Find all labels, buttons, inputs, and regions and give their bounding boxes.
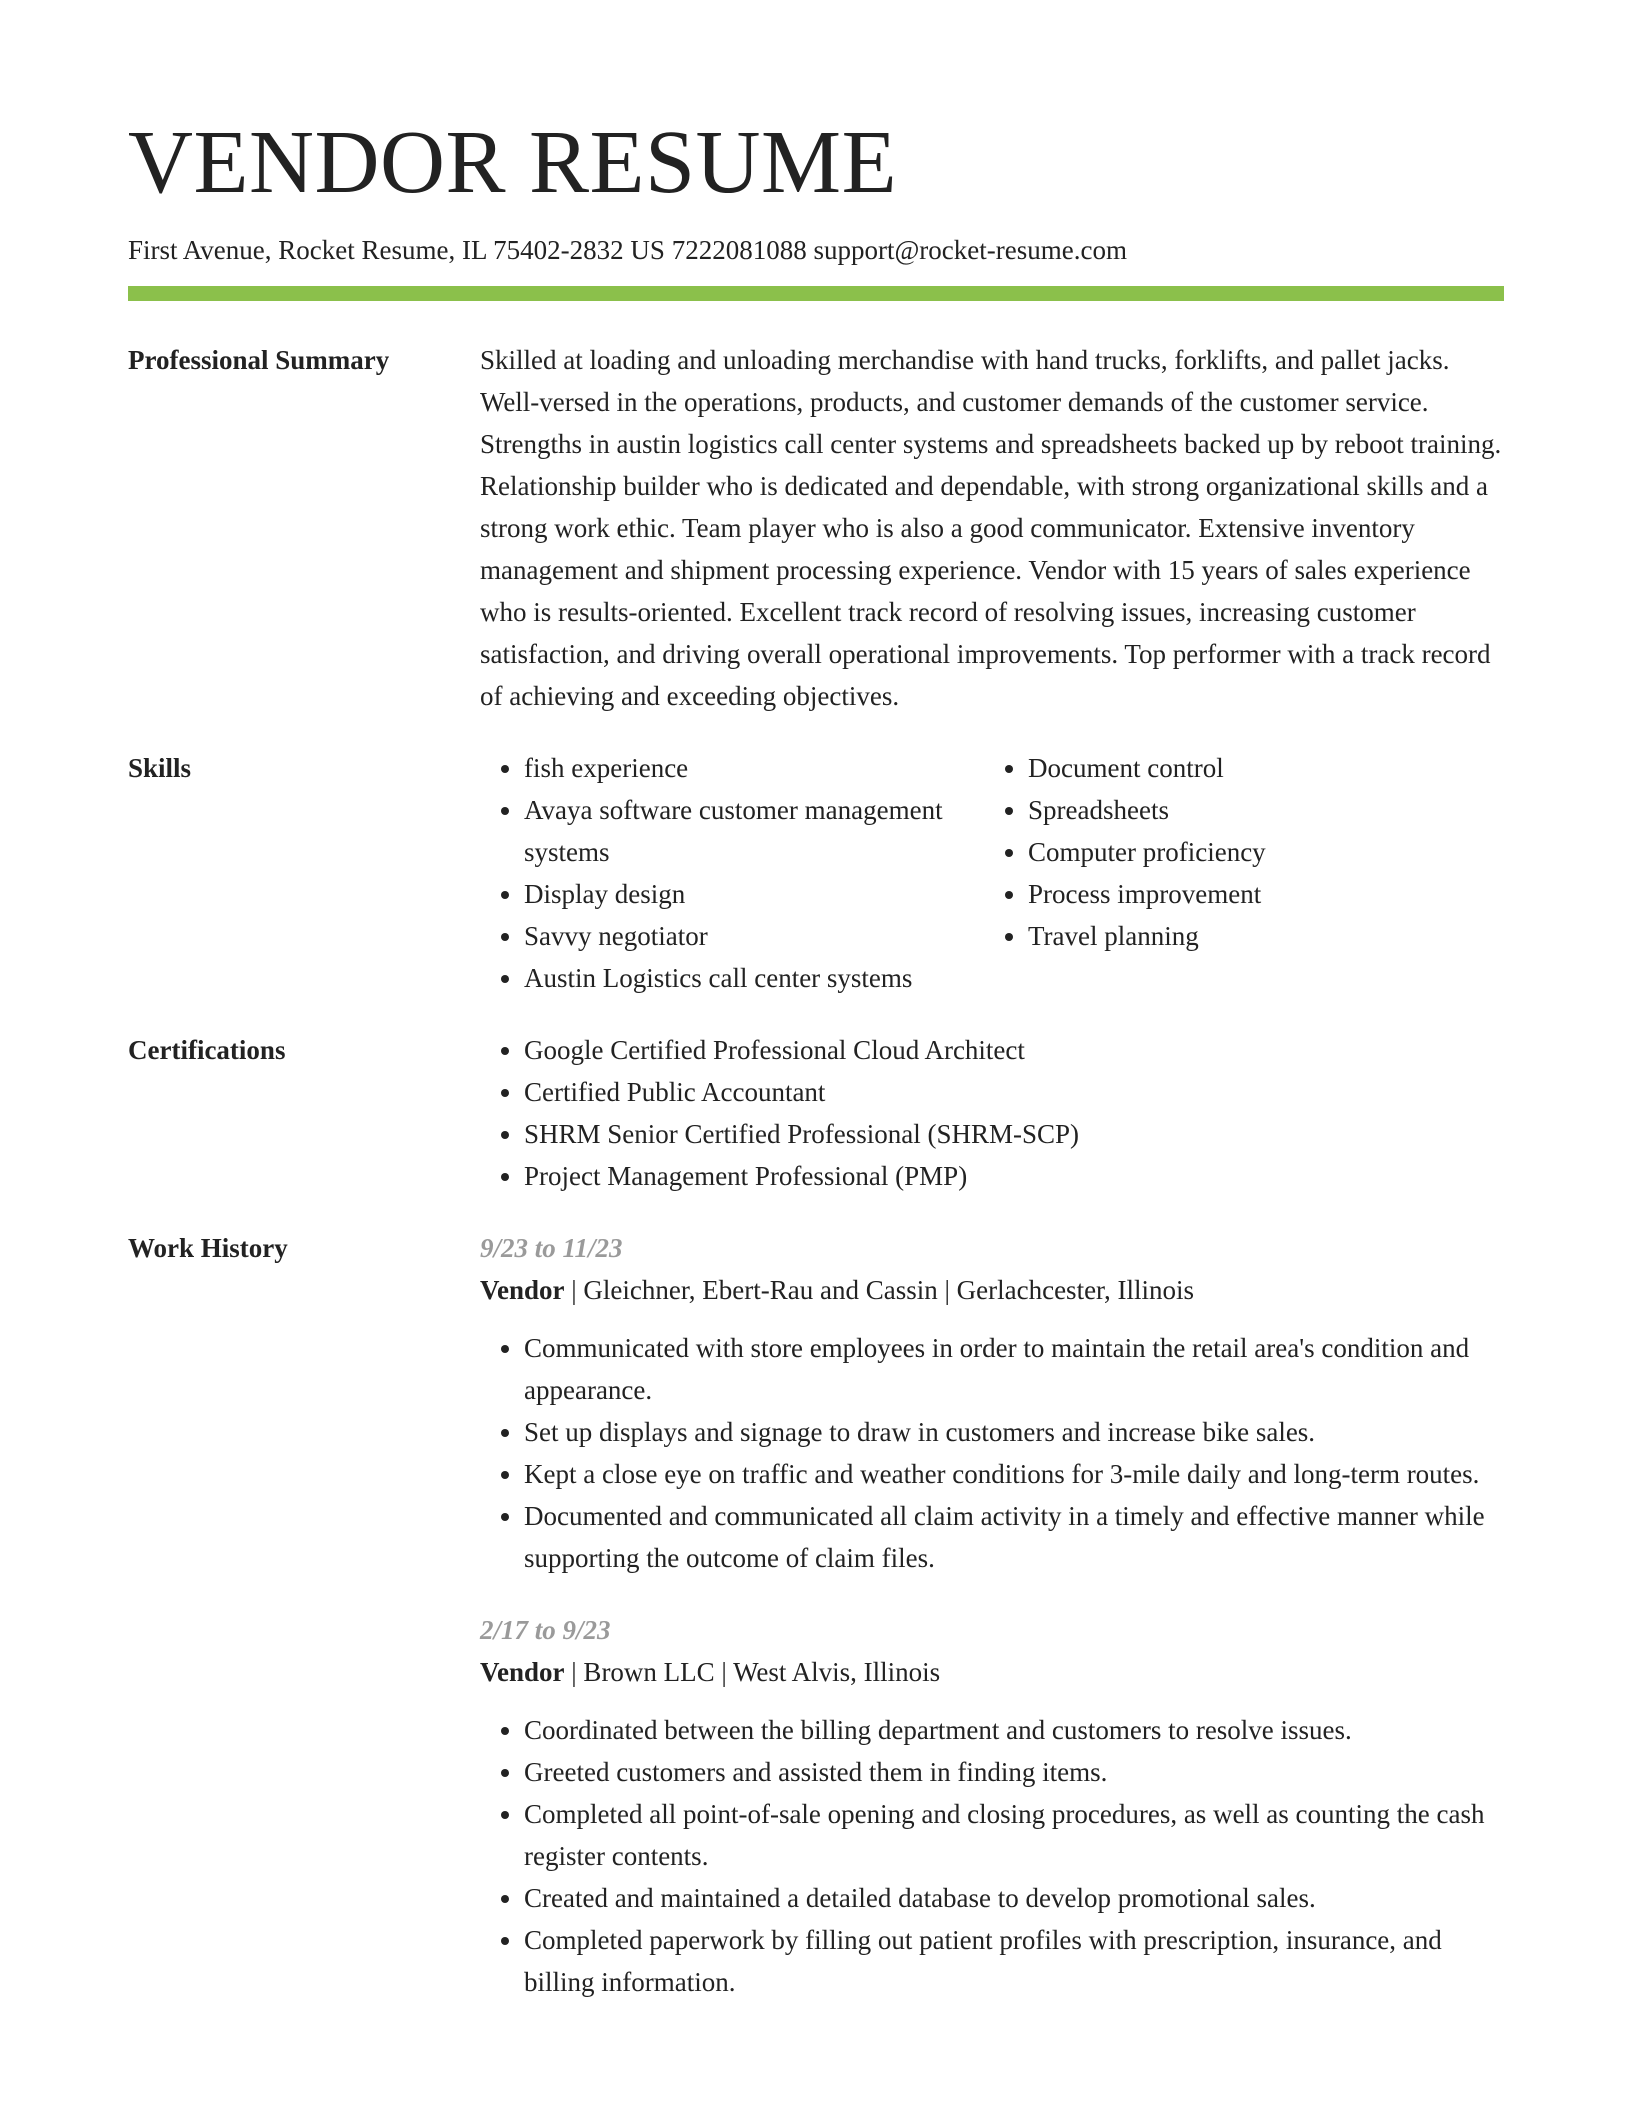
skills-section [128,747,1504,999]
certification-item: • Project Management Professional (PMP) [524,1155,1504,1197]
job-bullet: • Coordinated between the billing department and customers to resolve issues. [524,1709,1504,1751]
skills-heading: Skills [128,753,192,784]
job-title: Vendor [480,1275,565,1306]
job-header [480,1269,1504,1311]
job-bullet: • Created and maintained a detailed database to develop promotional sales. [524,1877,1504,1919]
resume-title: VENDOR RESUME [128,113,898,212]
skill-item: • fish experience [524,747,984,789]
job-bullet: • Kept a close eye on traffic and weather conditions for 3-mile daily and long-term routes. [524,1453,1504,1495]
certifications-heading: Certifications [128,1035,286,1066]
certifications-list [480,1029,1504,1197]
certifications-section [128,1029,1504,1197]
certification-item: • Certified Public Accountant [524,1071,1504,1113]
job-entry [480,1609,1504,2003]
job-bullets [480,1709,1504,2003]
job-bullet: • Documented and communicated all claim activity in a timely and effective manner while supporting the outcome of claim files. [524,1495,1504,1579]
work-history-section [128,1227,1504,2033]
skill-item: • Travel planning [1028,915,1504,957]
summary-section [128,339,1504,717]
work-history-heading: Work History [128,1233,288,1264]
job-bullet: • Set up displays and signage to draw in customers and increase bike sales. [524,1411,1504,1453]
header-divider [128,286,1504,301]
skill-item: • Display design [524,873,984,915]
job-details: | Brown LLC | West Alvis, Illinois [564,1657,941,1688]
job-dates: 9/23 to 11/23 [480,1233,623,1264]
job-bullets [480,1327,1504,1579]
job-entry [480,1227,1504,1579]
job-bullet: • Completed paperwork by filling out patient profiles with prescription, insurance, and billing information. [524,1919,1504,2003]
job-bullet: • Communicated with store employees in order to maintain the retail area's condition and appearance. [524,1327,1504,1411]
certification-item: • Google Certified Professional Cloud Architect [524,1029,1504,1071]
job-title: Vendor [480,1657,565,1688]
job-details: | Gleichner, Ebert-Rau and Cassin | Gerlachcester, Illinois [564,1275,1194,1306]
skill-item: • Computer proficiency [1028,831,1504,873]
skills-list-right [984,747,1504,999]
skill-item: • Document control [1028,747,1504,789]
job-bullet: • Completed all point-of-sale opening and closing procedures, as well as counting the cash register contents. [524,1793,1504,1877]
skill-item: • Avaya software customer management systems [524,789,984,873]
job-dates: 2/17 to 9/23 [480,1615,611,1646]
summary-text: Skilled at loading and unloading merchandise with hand trucks, forklifts, and pallet jacks. Well-versed in the operations, products, and customer demands of the customer service. Strengths in austin logistics call center systems and spreadsheets backed up by reboot training. Relationship builder who is dedicated and dependable, with strong organizational skills and a strong work ethic. Team player who is also a good communicator. Extensive inventory management and shipment processing experience. Vendor with 15 years of sales experience who is results-oriented. Excellent track record of resolving issues, increasing customer satisfaction, and driving overall operational improvements. Top performer with a track record of achieving and exceeding objectives. [480,345,1502,712]
skills-list-left [480,747,984,999]
contact-info: First Avenue, Rocket Resume, IL 75402-2832 US 7222081088 support@rocket-resume.com [128,235,1127,265]
certification-item: • SHRM Senior Certified Professional (SHRM-SCP) [524,1113,1504,1155]
job-header [480,1651,1504,1693]
summary-heading: Professional Summary [128,345,390,376]
skill-item: • Austin Logistics call center systems [524,957,984,999]
skill-item: • Spreadsheets [1028,789,1504,831]
job-bullet: • Greeted customers and assisted them in finding items. [524,1751,1504,1793]
skill-item: • Process improvement [1028,873,1504,915]
skill-item: • Savvy negotiator [524,915,984,957]
